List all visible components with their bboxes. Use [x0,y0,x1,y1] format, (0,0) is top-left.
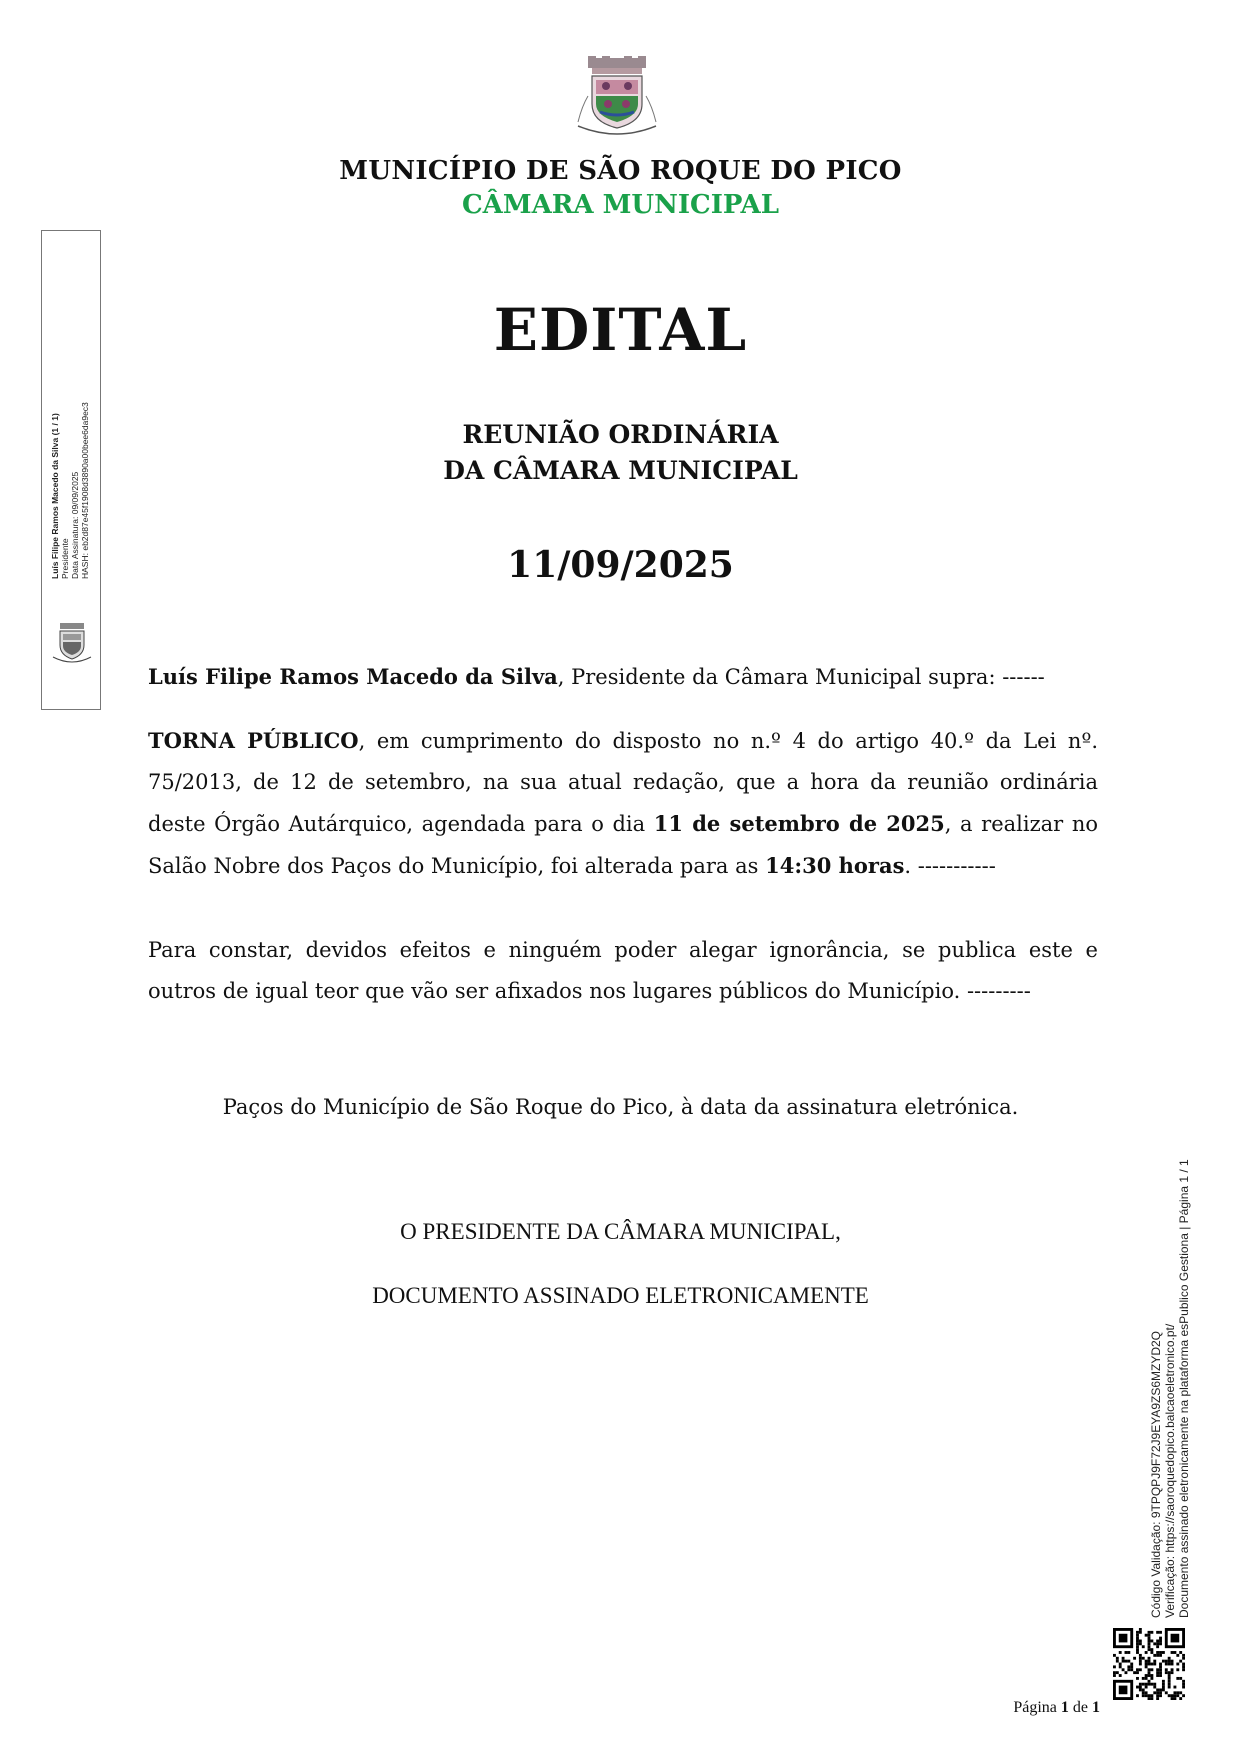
page-total: 1 [1092,1699,1100,1716]
page-number [960,1699,1100,1717]
stamp-crest-icon [50,621,94,665]
stamp-line-1: Luís Filipe Ramos Macedo da Silva (1 / 1) [50,413,60,579]
signature-stamp [41,230,101,710]
main-paragraph [148,720,1098,887]
page-of: de [1072,1699,1088,1716]
municipality-name: MUNICÍPIO DE SÃO ROQUE DO PICO [339,156,902,186]
verification-url: Verificação: https://saoroquedopico.balcaoeletronico.pt/ [1163,1323,1177,1618]
document-subtitle-line1: REUNIÃO ORDINÁRIA [462,420,779,449]
qr-code-icon [1113,1628,1185,1700]
place-and-date: Paços do Município de São Roque do Pico, à data da assinatura eletrónica. [222,1095,1019,1119]
document-title: EDITAL [493,296,748,364]
main-text-3: . ----------- [904,854,996,878]
meeting-date: 11/09/2025 [507,544,734,586]
main-text-1: , em cumprimento do disposto no n.º 4 do artigo 40.º da Lei nº. 75/2013, de 12 de setembro, na sua atual redação, que a hora da reunião ordinária deste Órgão Autárquico, agendada para o dia [148,729,1098,836]
verification-platform: Documento assinado eletronicamente na plataforma esPublico Gestiona | Página 1 / 1 [1177,1159,1191,1618]
verification-code: Código Validação: 9TPQPJ9F72J9EYA9ZS6MZYD2Q [1149,1330,1163,1618]
signatory-role: O PRESIDENTE DA CÂMARA MUNICIPAL, [400,1219,841,1244]
verification-text [1146,1130,1196,1630]
council-name: CÂMARA MUNICIPAL [461,190,779,220]
stamp-line-3: Data Assinatura: 09/09/2025 [70,471,80,579]
stamp-line-2: Presidente [60,538,70,579]
president-name: Luís Filipe Ramos Macedo da Silva [148,664,558,689]
intro-text: , Presidente da Câmara Municipal supra: ------ [557,665,1045,689]
main-lead: TORNA PÚBLICO [148,728,359,753]
meeting-date-text: 11 de setembro de 2025 [653,811,945,836]
signature-stamp-text [48,239,96,589]
stamp-line-4: HASH: eb2d87e45f1908d3890a00bee6da9ec3 [80,402,90,579]
electronic-signature-note: DOCUMENTO ASSINADO ELETRONICAMENTE [372,1283,869,1308]
page-current: 1 [1060,1699,1069,1716]
main-text-2: , a realizar no Salão Nobre dos Paços do Município, foi alterada para as [148,812,1098,878]
municipal-crest-logo [574,56,660,140]
meeting-time: 14:30 horas [765,853,905,878]
document-subtitle-line2: DA CÂMARA MUNICIPAL [443,456,798,485]
closing-paragraph: Para constar, devidos efeitos e ninguém poder alegar ignorância, se publica este e outros de igual teor que vão ser afixados nos lugares públicos do Município. --------- [148,938,1098,1003]
intro-paragraph [148,656,1098,698]
page-label: Página [1013,1699,1057,1716]
